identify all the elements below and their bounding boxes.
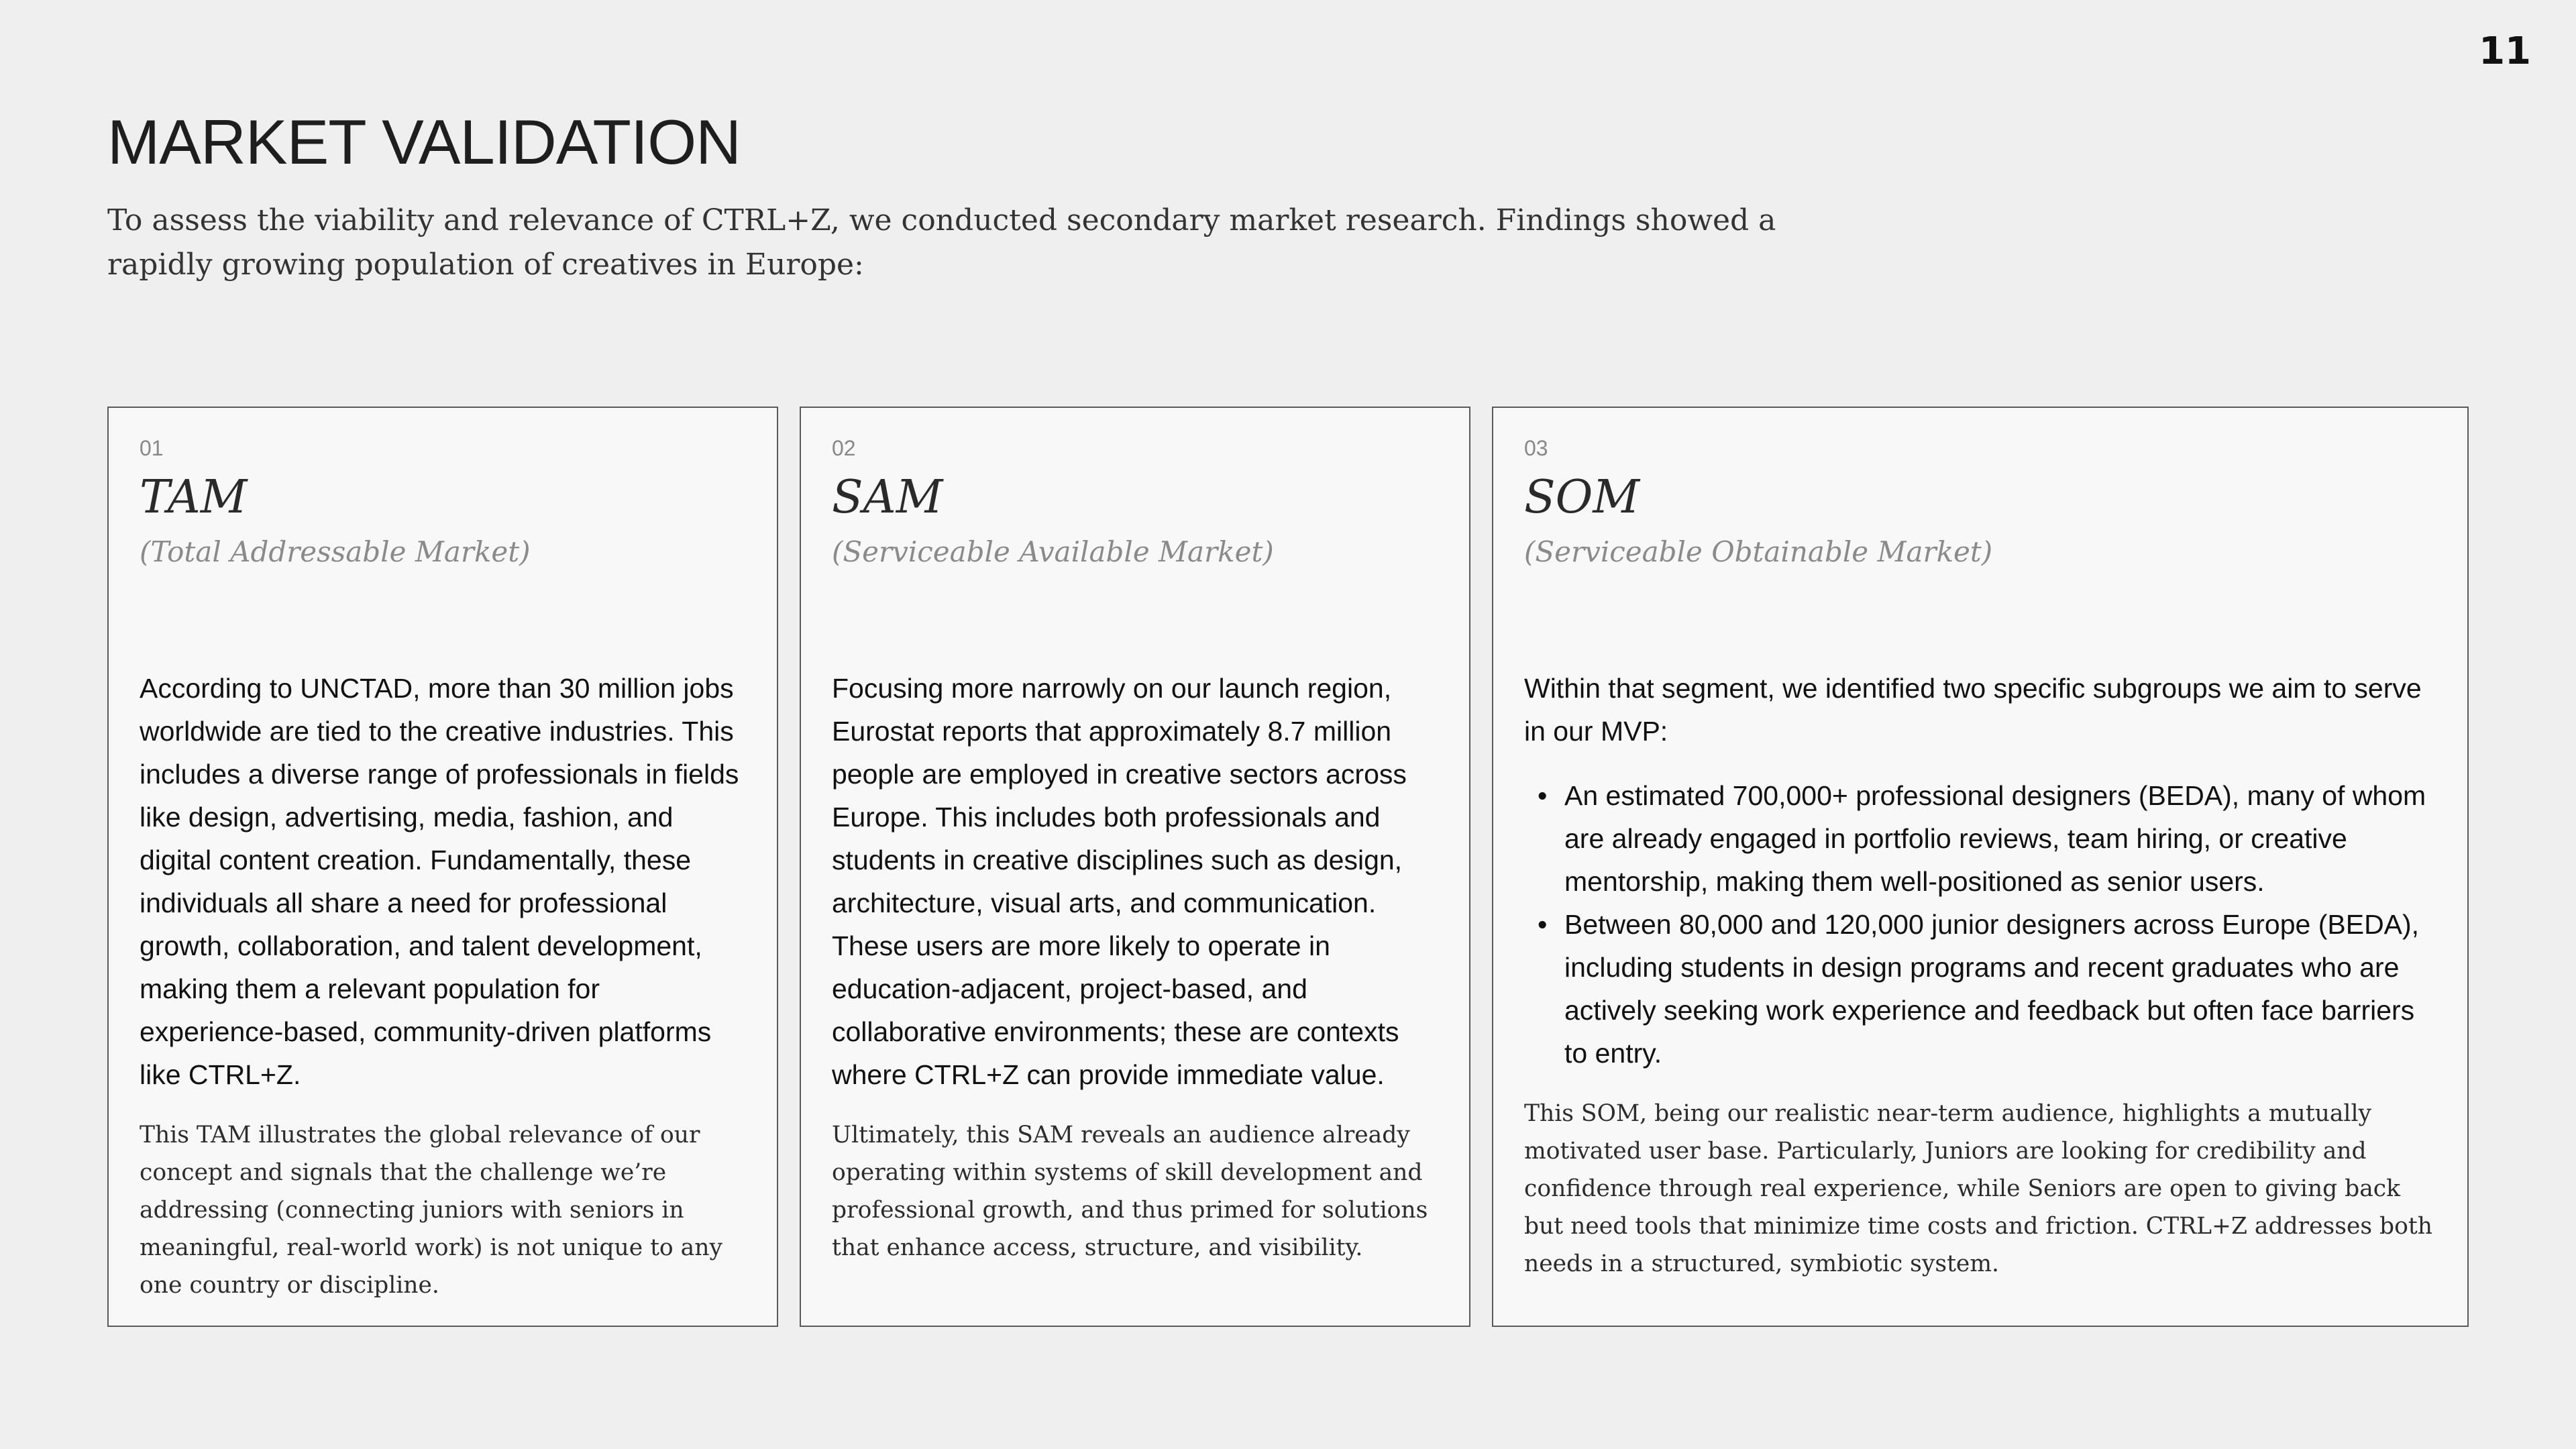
page-title: MARKET VALIDATION — [107, 107, 741, 177]
card-note: This TAM illustrates the global relevance of our concept and signals that the challenge we’re addressing (connecting juniors with seniors in meaningful, real-world work) is not unique to any one country or discipline. — [140, 1122, 722, 1299]
card-note: This SOM, being our realistic near-term audience, highlights a mutually motivated user base. Particularly, Juniors are looking for credibility and confidence through real experience, while Seniors are open to giving back but need tools that minimize time costs and friction. CTRL+Z addresses both needs in a structured, symbiotic system. — [1524, 1100, 2432, 1277]
card-body: Within that segment, we identified two specific subgroups we aim to serve in our MVP: — [1524, 673, 2422, 747]
card-subtitle: (Total Addressable Market) — [140, 535, 531, 568]
card-number: 02 — [832, 436, 856, 460]
card-note: Ultimately, this SAM reveals an audience already operating within systems of skill development and professional growth, and thus primed for solutions that enhance access, structure, and visibility. — [832, 1122, 1428, 1261]
bullet-icon: • — [1538, 780, 1548, 811]
card-title: SAM — [832, 471, 943, 524]
subgroup-list — [1524, 774, 2436, 1075]
list-item — [1524, 903, 2436, 1075]
card-subtitle: (Serviceable Available Market) — [832, 535, 1274, 568]
card-body: According to UNCTAD, more than 30 million jobs worldwide are tied to the creative industries. This includes a diverse range of professionals in fields like design, advertising, media, fashion, and digital content creation. Fundamentally, these individuals all share a need for professional growth, collaboration, and talent development, making them a relevant population for experience-based, community-driven platforms like CTRL+Z. — [140, 673, 739, 1090]
page-number: 11 — [2479, 30, 2531, 73]
card-title: TAM — [140, 471, 248, 524]
card-number: 03 — [1524, 436, 1548, 460]
card-sam — [800, 407, 1470, 1327]
card-subtitle: (Serviceable Obtainable Market) — [1524, 535, 1993, 568]
card-som — [1492, 407, 2469, 1327]
card-tam — [107, 407, 778, 1327]
list-item-text: Between 80,000 and 120,000 junior designers across Europe (BEDA), including students in design programs and recent graduates who are actively seeking work experience and feedback but often face barriers to entry. — [1564, 909, 2420, 1069]
card-title: SOM — [1524, 471, 1640, 524]
card-number: 01 — [140, 436, 164, 460]
list-item — [1524, 774, 2436, 903]
card-body: Focusing more narrowly on our launch region, Eurostat reports that approximately 8.7 million people are employed in creative sectors across Europe. This includes both professionals and students in creative disciplines such as design, architecture, visual arts, and communication. These users are more likely to operate in education-adjacent, project-based, and collaborative environments; these are contexts where CTRL+Z can provide immediate value. — [832, 673, 1407, 1090]
intro-paragraph: To assess the viability and relevance of CTRL+Z, we conducted secondary market research. Findings showed a rapidly growing population of creatives in Europe: — [107, 203, 1776, 282]
bullet-icon: • — [1538, 909, 1548, 940]
list-item-text: An estimated 700,000+ professional designers (BEDA), many of whom are already engaged in portfolio reviews, team hiring, or creative mentorship, making them well-positioned as senior users. — [1564, 780, 2426, 897]
